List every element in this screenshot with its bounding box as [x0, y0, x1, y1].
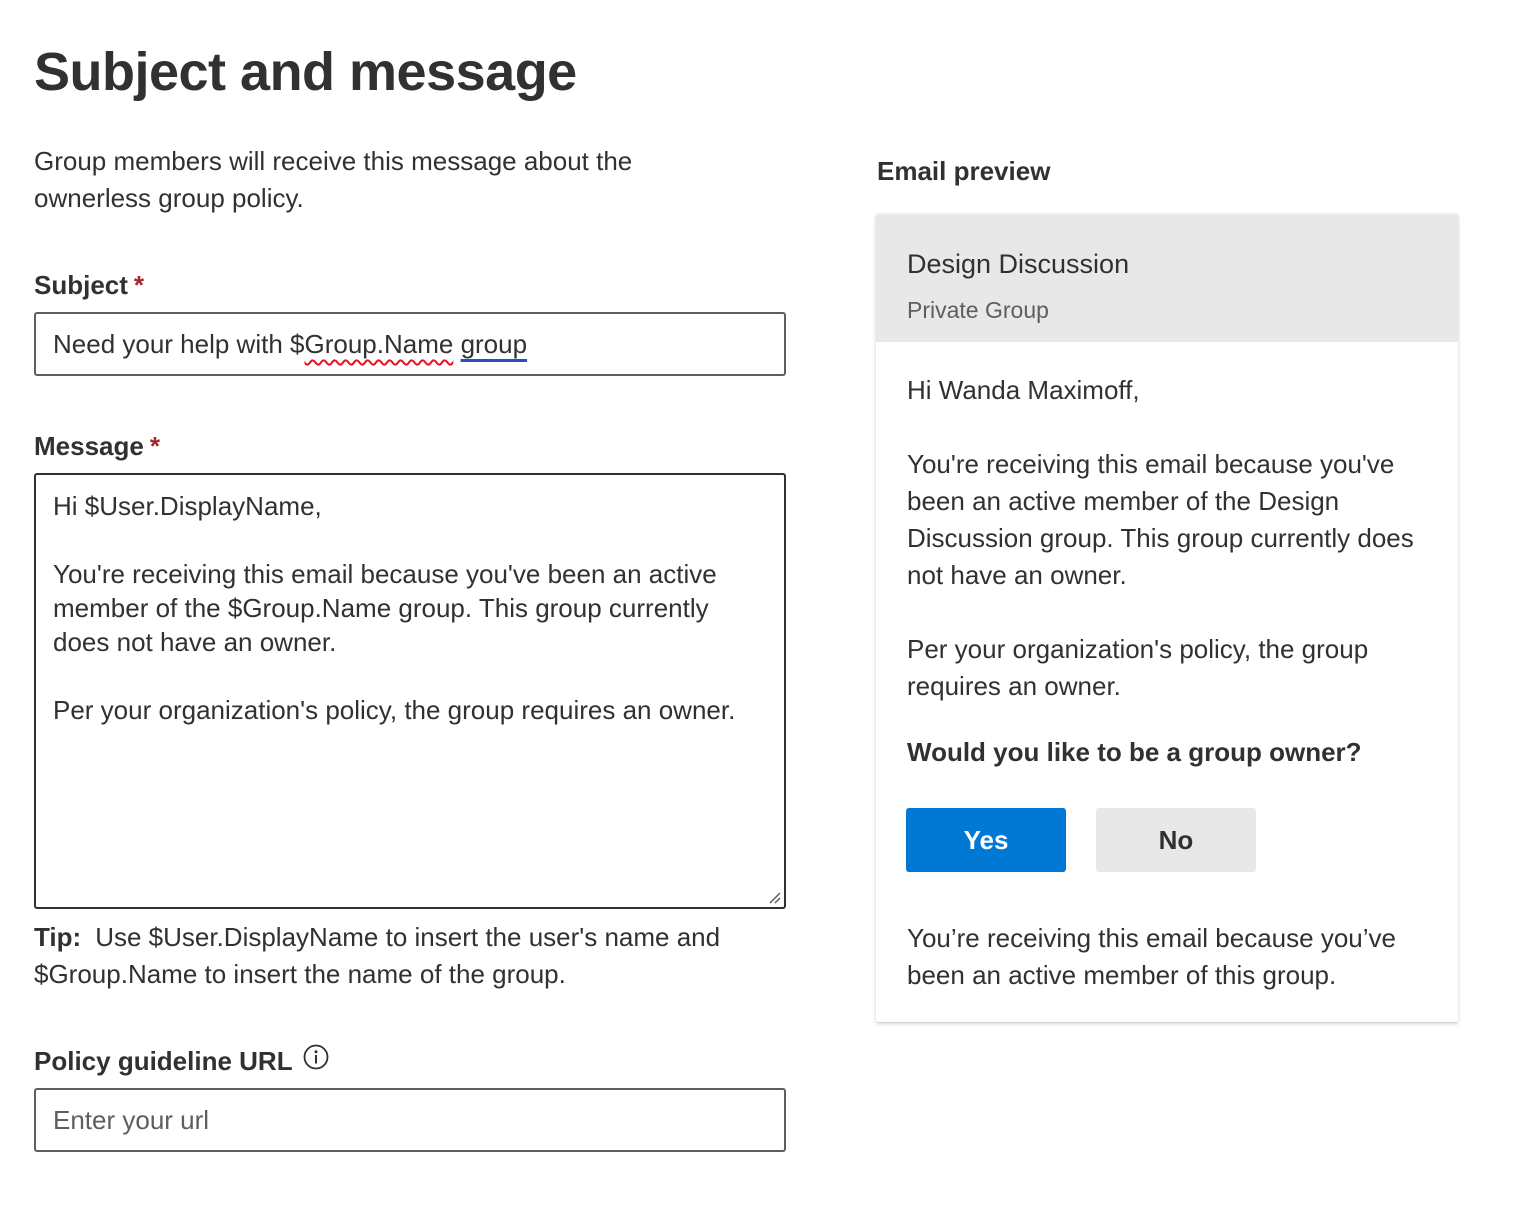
message-textarea[interactable]	[34, 473, 786, 909]
group-name: Design Discussion	[907, 249, 1130, 279]
resize-handle-icon[interactable]	[767, 890, 781, 904]
info-icon[interactable]	[303, 1044, 329, 1078]
subject-value-grammar-word: group	[460, 329, 528, 359]
subject-value-space	[453, 329, 460, 359]
email-greeting: Hi Wanda Maximoff,	[907, 375, 1140, 405]
tip-text	[34, 919, 794, 993]
page-title: Subject and message	[34, 42, 577, 102]
subject-label-text: Subject	[34, 270, 128, 300]
message-paragraph: Per your organization's policy, the group requires an owner.	[53, 695, 736, 725]
page-description: Group members will receive this message about the ownerless group policy.	[34, 146, 633, 213]
policy-url-input[interactable]	[34, 1088, 786, 1152]
email-preview-body	[907, 372, 1437, 742]
no-button[interactable]: No	[1096, 808, 1256, 872]
email-preview-card	[876, 214, 1458, 1022]
subject-label	[34, 268, 144, 302]
subject-value-prefix: Need your help with $	[53, 329, 305, 359]
email-paragraph: You're receiving this email because you've been an active member of the Design Discussion group. This group currently does not have an owner.	[907, 449, 1414, 590]
required-indicator: *	[149, 431, 160, 461]
message-paragraph: You're receiving this email because you've been an active member of the $Group.Name group. This group currently does not have an owner.	[53, 559, 717, 657]
group-type: Private Group	[907, 297, 1049, 323]
email-preview-label: Email preview	[877, 156, 1051, 186]
tip-label: Tip:	[34, 922, 82, 952]
required-indicator: *	[133, 270, 145, 300]
tip-body: Use $User.DisplayName to insert the user's name and $Group.Name to insert the name of the group.	[34, 922, 721, 989]
email-question: Would you like to be a group owner?	[907, 737, 1362, 767]
policy-url-label-text: Policy guideline URL	[34, 1046, 293, 1076]
policy-url-label	[34, 1044, 329, 1078]
yes-button[interactable]: Yes	[906, 808, 1066, 872]
subject-input[interactable]	[34, 312, 786, 376]
email-preview-header	[876, 214, 1458, 342]
message-paragraph: Hi $User.DisplayName,	[53, 491, 322, 521]
email-footer: You’re receiving this email because you’ve been an active member of this group.	[907, 923, 1396, 990]
subject-value-spellcheck-word: Group.Name	[304, 329, 454, 359]
message-label-text: Message	[34, 431, 144, 461]
message-label	[34, 429, 160, 463]
email-paragraph: Per your organization's policy, the group requires an owner.	[907, 634, 1369, 701]
